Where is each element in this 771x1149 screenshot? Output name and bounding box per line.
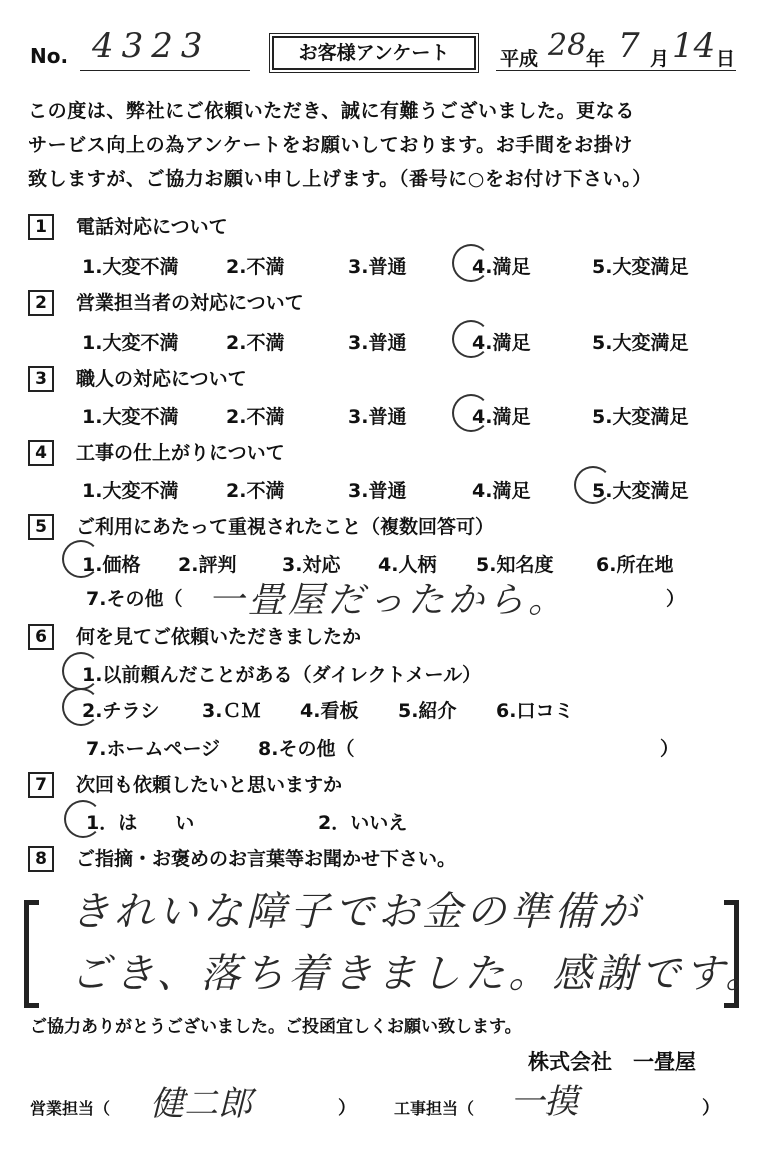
comment-bracket-left: [24, 900, 39, 1008]
answer-option[interactable]: 3.普通: [348, 332, 407, 354]
construction-rep-name: 一摸: [510, 1082, 578, 1122]
section-question: ご利用にあたって重視されたこと（複数回答可）: [76, 516, 495, 538]
answer-option[interactable]: 3.ＣＭ: [202, 700, 261, 722]
sales-rep-label: 営業担当（: [30, 1099, 111, 1118]
sales-rep-close: ）: [338, 1098, 356, 1119]
date-day-value: 14: [672, 26, 716, 66]
answer-option-selected[interactable]: 4.満足: [472, 332, 531, 354]
answer-option[interactable]: 2.不満: [226, 256, 285, 278]
date-year-value: 28: [548, 28, 587, 63]
section-number: 3: [28, 366, 54, 392]
form-title: お客様アンケート: [272, 36, 476, 70]
section-number: 8: [28, 846, 54, 872]
section-question: 何を見てご依頼いただきましたか: [76, 626, 362, 648]
comment-handwritten-line: きれいな障子でお金の準備が: [70, 889, 642, 935]
answer-option[interactable]: 2．いいえ: [318, 812, 408, 834]
section-number: 6: [28, 624, 54, 650]
section-question: 電話対応について: [76, 216, 228, 238]
answer-option[interactable]: 5.大変満足: [592, 256, 689, 278]
answer-option[interactable]: 2.不満: [226, 332, 285, 354]
answer-option[interactable]: 1.大変不満: [82, 480, 179, 502]
company-name: 株式会社 一畳屋: [528, 1050, 696, 1074]
answer-option-selected[interactable]: 1．は い: [86, 812, 195, 834]
answer-option-selected[interactable]: 5.大変満足: [592, 480, 689, 502]
hand-drawn-circle: [574, 466, 612, 504]
answer-option-other[interactable]: 7.その他（: [86, 588, 183, 610]
construction-rep-close: ）: [702, 1098, 720, 1119]
survey-number-label: No.: [30, 44, 69, 68]
answer-option[interactable]: 4.人柄: [378, 554, 437, 576]
section-number: 1: [28, 214, 54, 240]
answer-option[interactable]: 6.口コミ: [496, 700, 574, 722]
section-number: 7: [28, 772, 54, 798]
section-number: 2: [28, 290, 54, 316]
hand-drawn-circle: [452, 320, 490, 358]
answer-option-selected[interactable]: 1.以前頼んだことがある（ダイレクトメール）: [82, 664, 482, 686]
hand-drawn-circle: [62, 652, 100, 690]
hand-drawn-circle: [452, 244, 490, 282]
date-day-unit: 日: [716, 48, 736, 70]
answer-option-selected[interactable]: 4.満足: [472, 256, 531, 278]
intro-line: サービス向上の為アンケートをお願いしております。お手間をお掛け: [28, 134, 633, 156]
section-question: 次回も依頼したいと思いますか: [76, 774, 343, 796]
section-question: 営業担当者の対応について: [76, 292, 304, 314]
answer-option[interactable]: 1.大変不満: [82, 406, 179, 428]
section-number: 5: [28, 514, 54, 540]
date-month-value: 7: [618, 26, 640, 66]
comment-handwritten-line: ごき、落ち着きました。感謝です。: [70, 951, 770, 997]
answer-option[interactable]: 3.普通: [348, 406, 407, 428]
answer-option[interactable]: 5.紹介: [398, 700, 457, 722]
other-reason-handwritten: 一畳屋だったから。: [208, 580, 569, 621]
answer-option[interactable]: 4.看板: [300, 700, 359, 722]
sales-rep-name: 健二郎: [150, 1084, 252, 1124]
answer-option-other[interactable]: 8.その他（: [258, 738, 355, 760]
section-question: 工事の仕上がりについて: [76, 442, 285, 464]
date-year-unit: 年: [586, 48, 606, 70]
answer-option-selected[interactable]: 1.価格: [82, 554, 141, 576]
survey-number-value: 4323: [92, 26, 211, 66]
date-era: 平成: [500, 48, 539, 70]
intro-line: この度は、弊社にご依頼いただき、誠に有難うございました。更なる: [28, 100, 635, 122]
answer-option-selected[interactable]: 4.満足: [472, 406, 531, 428]
answer-option[interactable]: 2.評判: [178, 554, 237, 576]
construction-rep-label: 工事担当（: [394, 1099, 475, 1118]
answer-option[interactable]: 3.対応: [282, 554, 341, 576]
answer-option[interactable]: 1.大変不満: [82, 256, 179, 278]
hand-drawn-circle: [452, 394, 490, 432]
date-month-unit: 月: [650, 48, 670, 70]
section-question: ご指摘・お褒めのお言葉等お聞かせ下さい。: [76, 848, 457, 870]
intro-line: 致しますが、ご協力お願い申し上げます。（番号に○をお付け下さい。）: [28, 168, 652, 190]
answer-option[interactable]: 7.ホームページ: [86, 738, 221, 760]
answer-option[interactable]: 1.大変不満: [82, 332, 179, 354]
answer-option[interactable]: 2.不満: [226, 406, 285, 428]
answer-option[interactable]: 3.普通: [348, 256, 407, 278]
answer-option[interactable]: 5.大変満足: [592, 332, 689, 354]
answer-option-close: ）: [660, 738, 680, 760]
thanks-message: ご協力ありがとうございました。ご投函宜しくお願い致します。: [30, 1017, 522, 1037]
answer-option[interactable]: 5.知名度: [476, 554, 554, 576]
section-number: 4: [28, 440, 54, 466]
answer-option[interactable]: 4.満足: [472, 480, 531, 502]
hand-drawn-circle: [62, 540, 100, 578]
survey-number-underline: [80, 70, 250, 71]
hand-drawn-circle: [62, 688, 100, 726]
answer-option[interactable]: 3.普通: [348, 480, 407, 502]
answer-option-selected[interactable]: 2.チラシ: [82, 700, 160, 722]
section-question: 職人の対応について: [76, 368, 247, 390]
answer-option[interactable]: 5.大変満足: [592, 406, 689, 428]
answer-option[interactable]: 2.不満: [226, 480, 285, 502]
answer-option-close: ）: [666, 588, 686, 610]
answer-option[interactable]: 6.所在地: [596, 554, 674, 576]
hand-drawn-circle: [64, 800, 102, 838]
